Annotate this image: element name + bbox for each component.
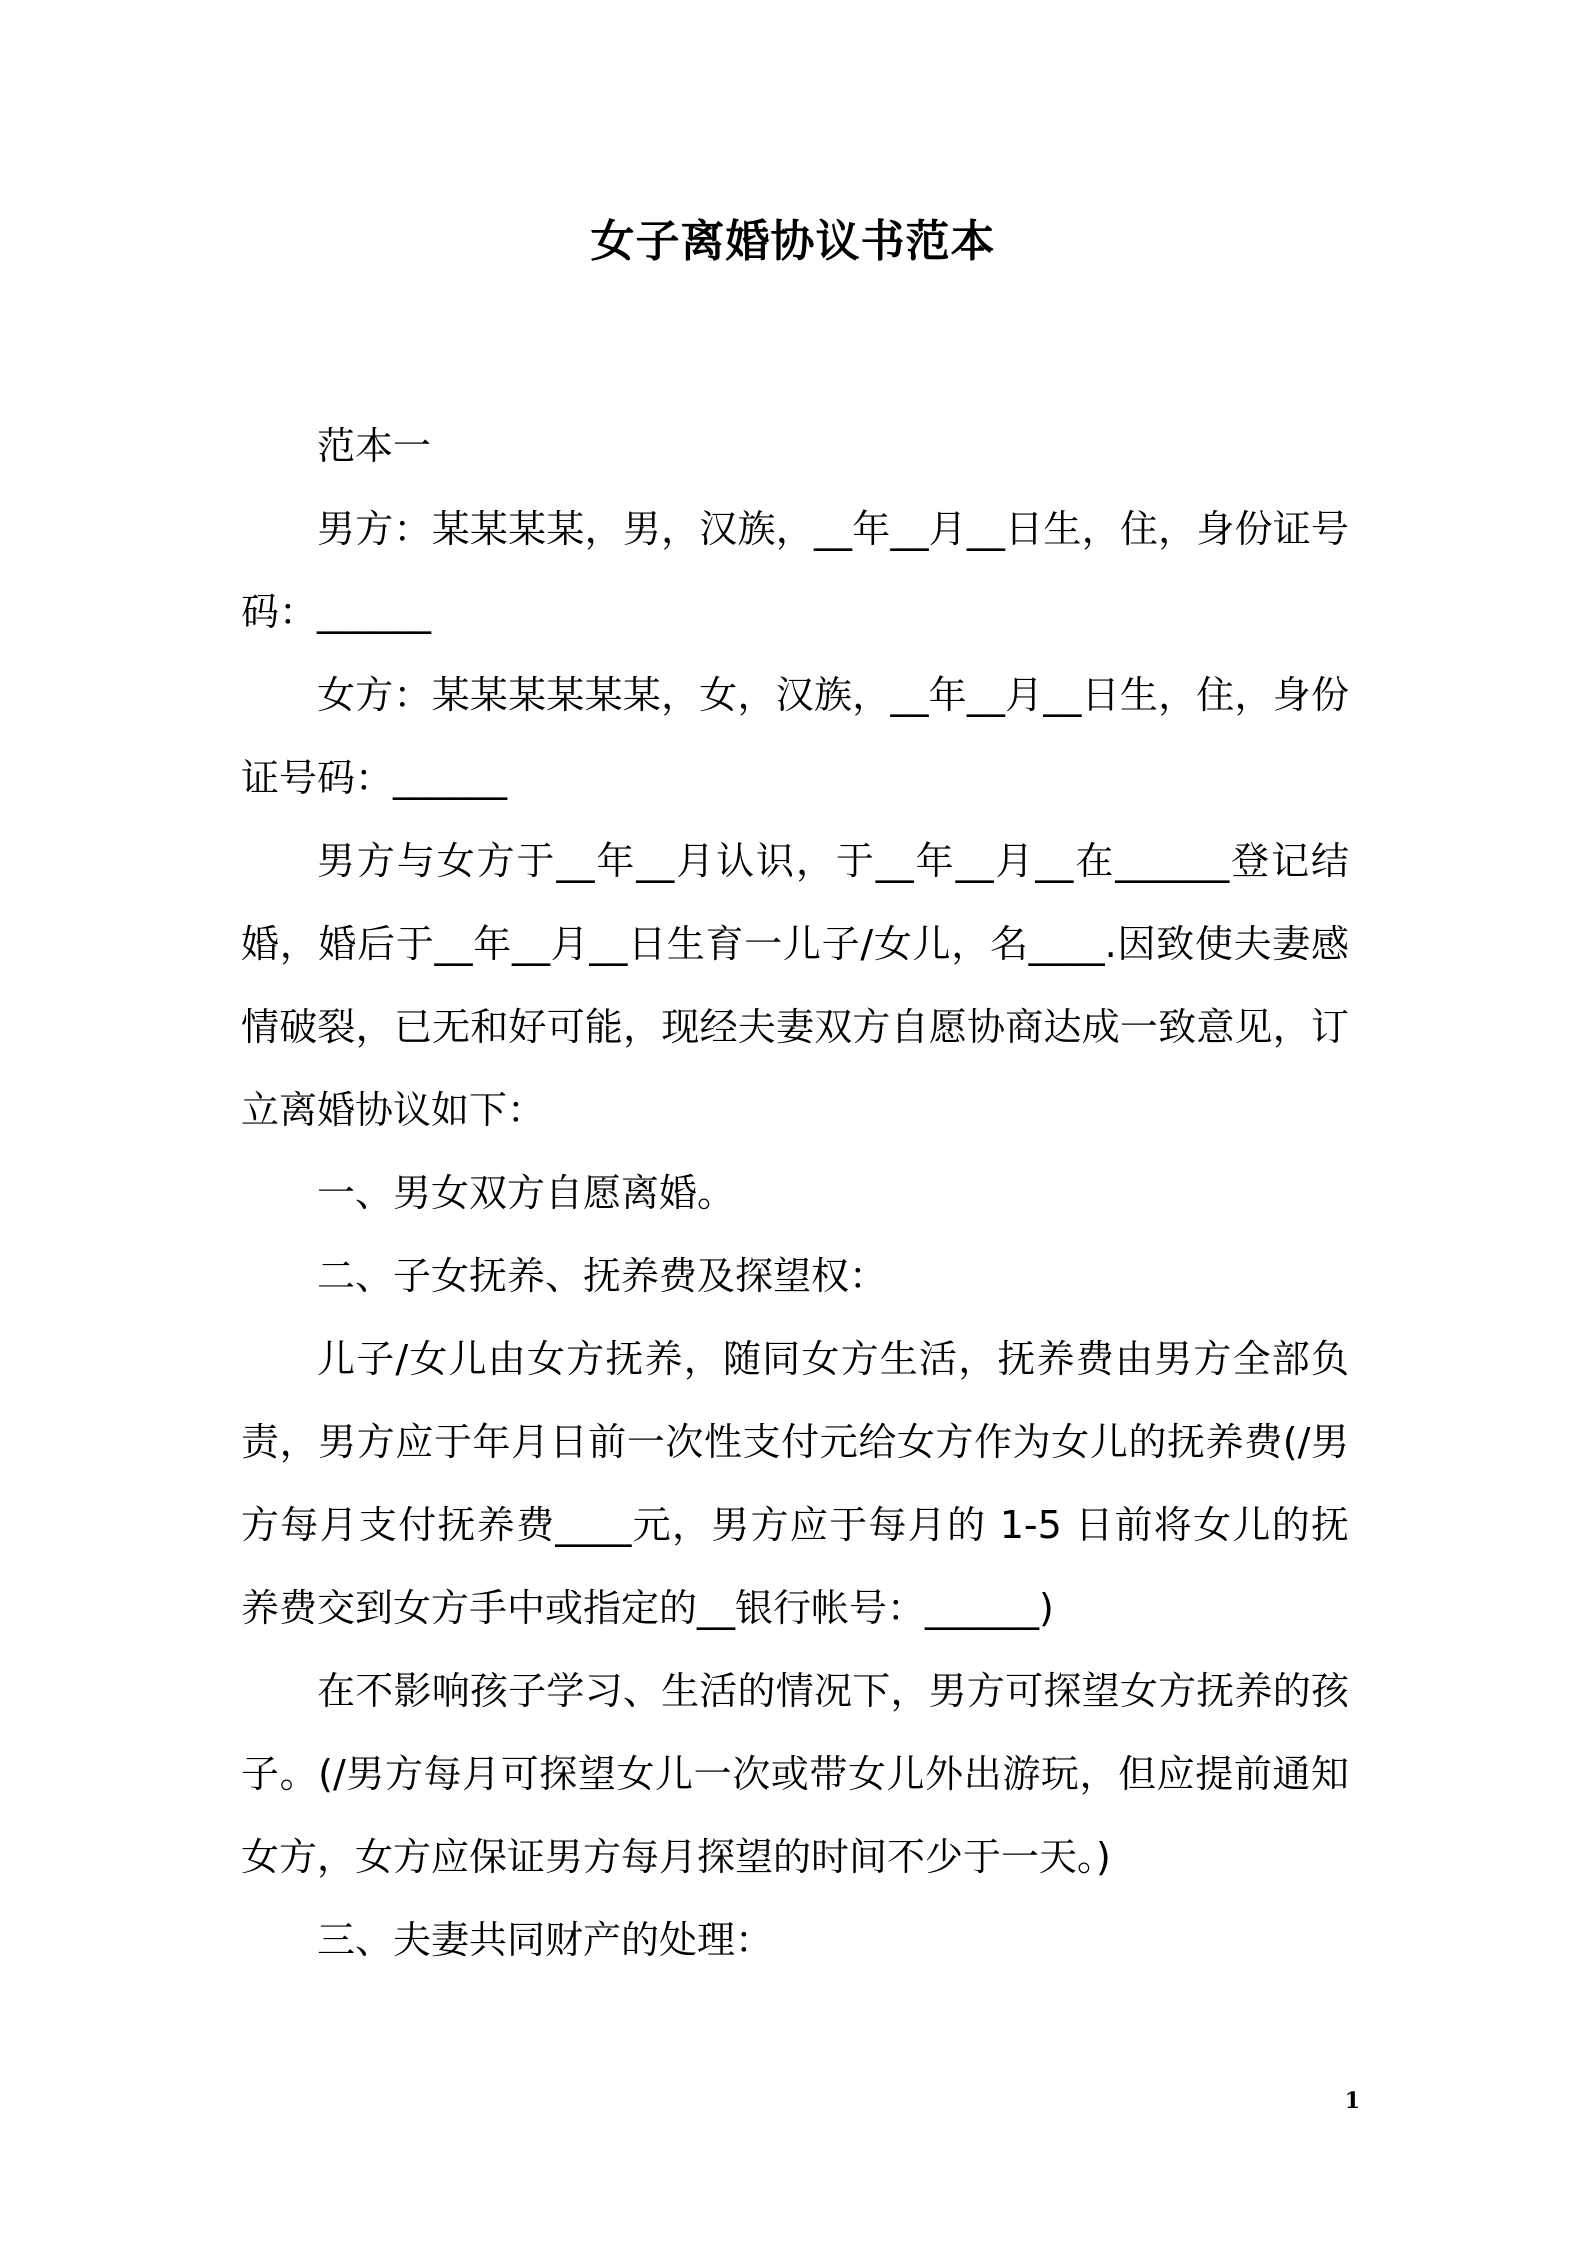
paragraph: 三、夫妻共同财产的处理： [317,1918,774,1962]
paragraph: 儿子/女儿由女方抚养，随同女方生活，抚养费由男方全部负责，男方应于年月日前一次性支付元给女方作为女儿的抚养费(/男方每月支付抚养费____元，男方应于每月的 1-5 日前将女儿的抚养费交到女方手中或指定的__银行帐号：______) [241,1337,1349,1630]
page-number: 1 [1344,2088,1360,2114]
paragraph: 二、子女抚养、抚养费及探望权： [317,1254,888,1298]
paragraph: 一、男女双方自愿离婚。 [317,1171,736,1215]
document-body [241,405,1349,1982]
paragraph: 范本一 [317,424,432,468]
paragraph: 男方与女方于__年__月认识，于__年__月__在______登记结婚，婚后于__年__月__日生育一儿子/女儿，名____.因致使夫妻感情破裂，已无和好可能，现经夫妻双方自愿协商达成一致意见，订立离婚协议如下： [241,839,1349,1132]
paragraph: 在不影响孩子学习、生活的情况下，男方可探望女方抚养的孩子。(/男方每月可探望女儿一次或带女儿外出游玩，但应提前通知女方，女方应保证男方每月探望的时间不少于一天。) [241,1669,1349,1879]
paragraph: 男方：某某某某，男，汉族，__年__月__日生，住，身份证号码：______ [241,507,1349,634]
paragraph: 女方：某某某某某某，女，汉族，__年__月__日生，住，身份证号码：______ [241,673,1349,800]
document-title: 女子离婚协议书范本 [590,216,996,267]
